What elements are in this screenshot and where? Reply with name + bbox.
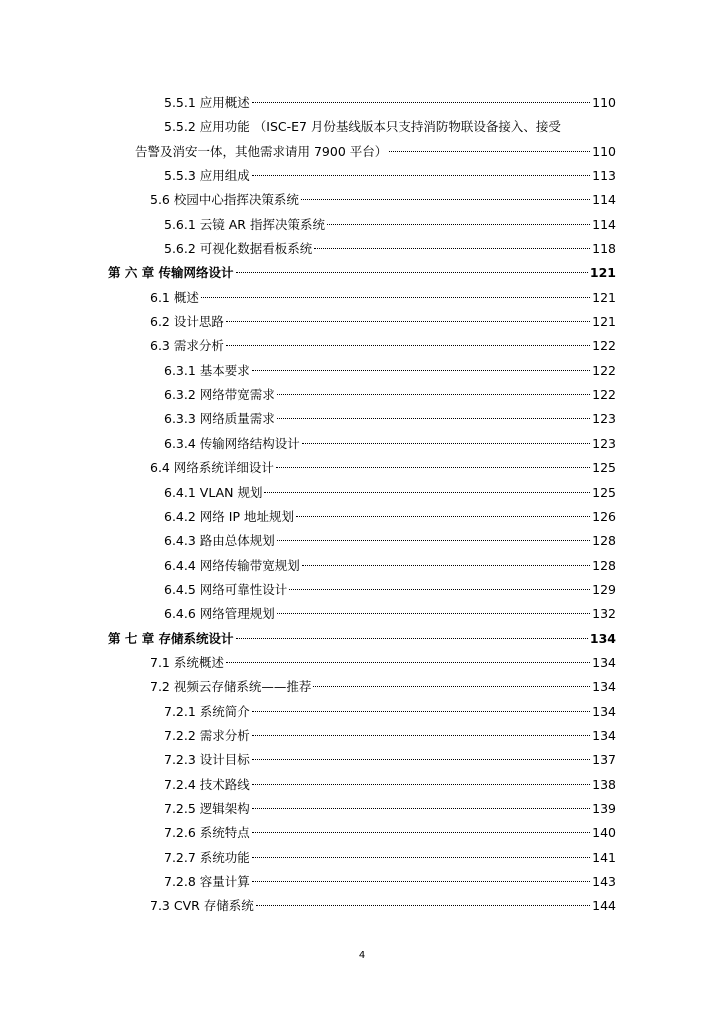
toc-entry-title: 6.4.5 网络可靠性设计 [164, 581, 288, 597]
toc-entry-title: 5.6.2 可视化数据看板系统 [164, 241, 313, 257]
toc-entry[interactable] [108, 821, 616, 845]
toc-entry-page: 123 [592, 411, 616, 427]
toc-entry[interactable] [108, 359, 616, 383]
dot-leader [314, 248, 590, 249]
toc-entry-page: 128 [592, 533, 616, 549]
dot-leader [277, 418, 590, 419]
dot-leader [264, 492, 590, 493]
toc-entry-page: 125 [592, 460, 616, 476]
toc-entry-title: 6.3.3 网络质量需求 [164, 411, 275, 427]
toc-entry-title: 7.2.2 需求分析 [164, 727, 250, 743]
toc-entry[interactable] [108, 627, 616, 651]
toc-entry-page: 114 [592, 216, 616, 232]
dot-leader [236, 272, 588, 273]
toc-chapter-title: 第 六 章 传输网络设计 [108, 265, 234, 281]
dot-leader [296, 516, 590, 517]
toc-chapter-title: 第 七 章 存储系统设计 [108, 630, 234, 646]
toc-entry-title: 6.4.3 路由总体规划 [164, 533, 275, 549]
toc-entry-page: 122 [592, 387, 616, 403]
dot-leader [301, 199, 590, 200]
page-number: 4 [358, 950, 366, 961]
toc-entry-page: 110 [592, 95, 616, 110]
toc-entry[interactable] [108, 407, 616, 431]
toc-entry-title: 5.5.2 应用功能 （ISC-E7 月份基线版本只支持消防物联设备接入、接受 [164, 119, 561, 135]
toc-entry[interactable] [108, 286, 616, 310]
toc-entry-page: 140 [592, 825, 616, 841]
dot-leader [252, 857, 590, 858]
toc-entry-page: 137 [592, 752, 616, 768]
toc-entry-page: 141 [592, 849, 616, 865]
toc-entry[interactable] [108, 334, 616, 358]
toc-entry-title: 6.4.4 网络传输带宽规划 [164, 557, 300, 573]
dot-leader [252, 759, 590, 760]
toc-entry-page: 110 [592, 143, 616, 159]
toc-entry[interactable] [108, 700, 616, 724]
toc-entry[interactable] [108, 724, 616, 748]
toc-entry[interactable] [108, 578, 616, 602]
toc-entry[interactable] [108, 602, 616, 626]
toc-entry[interactable] [108, 383, 616, 407]
toc-entry-page: 118 [592, 241, 616, 257]
toc-entry-page: 122 [592, 338, 616, 354]
toc-entry-page: 132 [592, 606, 616, 622]
toc-entry-page: 125 [592, 484, 616, 500]
dot-leader [201, 297, 590, 298]
dot-leader [313, 686, 590, 687]
toc-entry[interactable] [108, 164, 616, 188]
dot-leader [252, 832, 590, 833]
toc-entry-page: 134 [592, 679, 616, 695]
toc-entry-title: 7.1 系统概述 [150, 654, 224, 670]
toc-entry[interactable] [108, 432, 616, 456]
dot-leader [226, 321, 590, 322]
toc-entry-title: 6.3.4 传输网络结构设计 [164, 435, 300, 451]
toc-entry-title: 5.6.1 云镜 AR 指挥决策系统 [164, 216, 325, 232]
dot-leader [302, 443, 590, 444]
toc-entry[interactable] [108, 529, 616, 553]
dot-leader [226, 662, 590, 663]
toc-entry[interactable] [108, 773, 616, 797]
toc-entry[interactable] [108, 651, 616, 675]
toc-entry-title: 6.3.2 网络带宽需求 [164, 387, 275, 403]
dot-leader [289, 589, 590, 590]
toc-entry[interactable] [108, 188, 616, 212]
toc-entry-page: 134 [592, 703, 616, 719]
toc-entry-page: 139 [592, 800, 616, 816]
toc-entry-title: 7.2.7 系统功能 [164, 849, 250, 865]
toc-entry-title: 6.4.2 网络 IP 地址规划 [164, 508, 294, 524]
toc-entry-page: 143 [592, 874, 616, 889]
toc-entry-title: 7.2.5 逻辑架构 [164, 800, 250, 816]
toc-entry[interactable] [108, 213, 616, 237]
toc-entry[interactable] [108, 675, 616, 699]
toc-entry[interactable] [108, 894, 616, 918]
dot-leader [252, 784, 590, 785]
toc-entry-page: 128 [592, 557, 616, 573]
toc-entry-title: 5.5.3 应用组成 [164, 168, 250, 184]
toc-entry-title: 6.4.1 VLAN 规划 [164, 484, 263, 500]
dot-leader [256, 905, 590, 906]
toc-entry[interactable] [108, 456, 616, 480]
toc-entry-title: 7.2.3 设计目标 [164, 752, 250, 768]
toc-entry[interactable] [108, 554, 616, 578]
dot-leader [252, 735, 590, 736]
dot-leader [252, 881, 590, 882]
toc-entry-page: 123 [592, 435, 616, 451]
dot-leader [236, 638, 588, 639]
toc-entry-title: 6.2 设计思路 [150, 314, 224, 330]
toc-entry[interactable] [108, 310, 616, 334]
dot-leader [276, 467, 590, 468]
toc-entry-title: 6.1 概述 [150, 289, 199, 305]
toc-entry[interactable] [108, 481, 616, 505]
toc-entry-title-continued: 告警及消安一体，其他需求请用 7900 平台） [135, 143, 388, 159]
toc-entry-title: 5.5.1 应用概述 [164, 95, 250, 110]
toc-entry-title: 7.3 CVR 存储系统 [150, 898, 254, 914]
toc-entry-page: 134 [592, 727, 616, 743]
toc-entry-title: 7.2.6 系统特点 [164, 825, 250, 841]
dot-leader [252, 175, 590, 176]
dot-leader [252, 102, 590, 103]
dot-leader [277, 540, 590, 541]
toc-entry-page: 122 [592, 362, 616, 378]
toc-entry[interactable] [108, 797, 616, 821]
toc-entry-title: 6.4.6 网络管理规划 [164, 606, 275, 622]
toc-entry-title: 7.2 视频云存储系统——推荐 [150, 679, 312, 695]
dot-leader [277, 613, 590, 614]
toc-entry[interactable] [108, 748, 616, 772]
toc-entry[interactable] [108, 237, 616, 261]
toc-entry-title: 6.3 需求分析 [150, 338, 224, 354]
dot-leader [226, 345, 590, 346]
toc-entry[interactable] [108, 870, 616, 894]
toc-entry-title: 7.2.1 系统简介 [164, 703, 250, 719]
toc-entry-page: 138 [592, 776, 616, 792]
toc-entry[interactable] [108, 91, 616, 115]
dot-leader [252, 370, 590, 371]
toc-entry-title: 7.2.8 容量计算 [164, 874, 250, 889]
toc-entry-page: 121 [592, 314, 616, 330]
toc-entry[interactable] [108, 261, 616, 285]
toc-entry-page: 144 [592, 898, 616, 914]
toc-entry[interactable] [108, 846, 616, 870]
dot-leader [389, 151, 590, 152]
toc-entry-page: 134 [589, 630, 616, 646]
toc-entry-title: 6.3.1 基本要求 [164, 362, 250, 378]
dot-leader [252, 711, 590, 712]
toc-entry-title: 5.6 校园中心指挥决策系统 [150, 192, 299, 208]
dot-leader [252, 808, 590, 809]
toc-entry-page: 114 [592, 192, 616, 208]
toc-entry-page: 121 [589, 265, 616, 281]
toc-entry-title: 7.2.4 技术路线 [164, 776, 250, 792]
toc-entry-page: 126 [592, 508, 616, 524]
toc-entry[interactable] [108, 505, 616, 529]
toc-entry-page: 134 [592, 654, 616, 670]
table-of-contents [108, 91, 616, 919]
toc-entry-page: 113 [592, 168, 616, 184]
toc-entry[interactable] [108, 115, 616, 164]
toc-entry-page: 129 [592, 581, 616, 597]
dot-leader [302, 565, 590, 566]
toc-entry-page: 121 [592, 289, 616, 305]
dot-leader [327, 224, 590, 225]
dot-leader [277, 394, 590, 395]
toc-entry-title: 6.4 网络系统详细设计 [150, 460, 274, 476]
